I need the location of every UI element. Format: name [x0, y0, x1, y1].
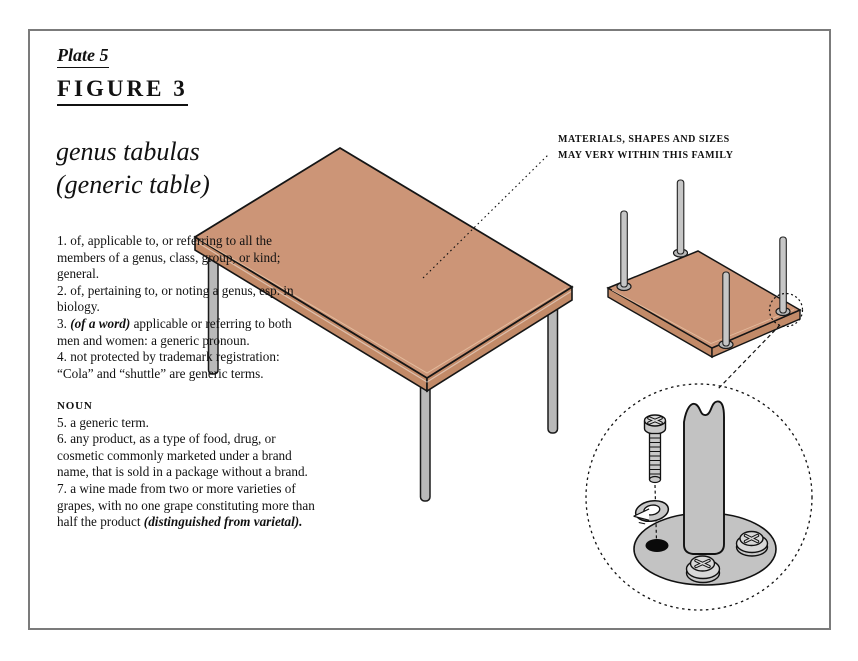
- leg-mount-detail: [632, 401, 776, 585]
- plate-label-text: Plate 5: [57, 44, 109, 68]
- definition-item: 6. any product, as a type of food, drug, or cosmetic commonly marketed under a brand name, that is sold in a package without a brand.: [57, 431, 308, 480]
- big-table-leg-front: [421, 378, 431, 501]
- definition-item: 7. a wine made from two or more varieties of grapes, with no one grape constituting more than half the product (distinguished from varietal).: [57, 480, 315, 530]
- page-title-line2: (generic table): [56, 170, 210, 199]
- small-inverted-table-illustration: [608, 180, 800, 357]
- screw-hole: [646, 539, 669, 552]
- noun-definitions: [57, 398, 317, 531]
- figure-label-text: FIGURE 3: [57, 76, 188, 106]
- definition-item: 1. of, applicable to, or referring to all the members of a genus, class, group, or kind; general.: [57, 233, 281, 282]
- page-title: [56, 135, 210, 201]
- small-table-top: [608, 251, 800, 348]
- leg-cylinder: [684, 401, 724, 554]
- noun-heading: NOUN: [57, 400, 93, 412]
- small-table-rod-back-top: [677, 180, 684, 254]
- machine-screw-icon: [645, 415, 666, 483]
- plate-label: [57, 44, 109, 68]
- definition-item: 5. a generic term.: [57, 414, 149, 430]
- noun-items: [57, 415, 317, 531]
- adjective-definitions: [57, 233, 317, 382]
- definition-item: 2. of, pertaining to, or noting a genus, esp. in biology.: [57, 282, 294, 315]
- small-table-rod-right: [780, 237, 787, 313]
- materials-annotation-line2: MAY VERY WITHIN THIS FAMILY: [558, 149, 734, 161]
- materials-annotation: [558, 132, 753, 163]
- definition-item: 4. not protected by trademark registration: “Cola” and “shuttle” are generic terms.: [57, 349, 280, 381]
- figure-label: [57, 76, 188, 106]
- small-table-rod-front: [723, 272, 730, 346]
- definition-item: 3. (of a word) applicable or referring to both men and women: a generic pronoun.: [57, 315, 292, 348]
- materials-annotation-line1: MATERIALS, SHAPES AND SIZES: [558, 134, 730, 145]
- small-table-rod-back-left: [621, 211, 628, 287]
- page-title-line1: genus tabulas: [56, 137, 200, 166]
